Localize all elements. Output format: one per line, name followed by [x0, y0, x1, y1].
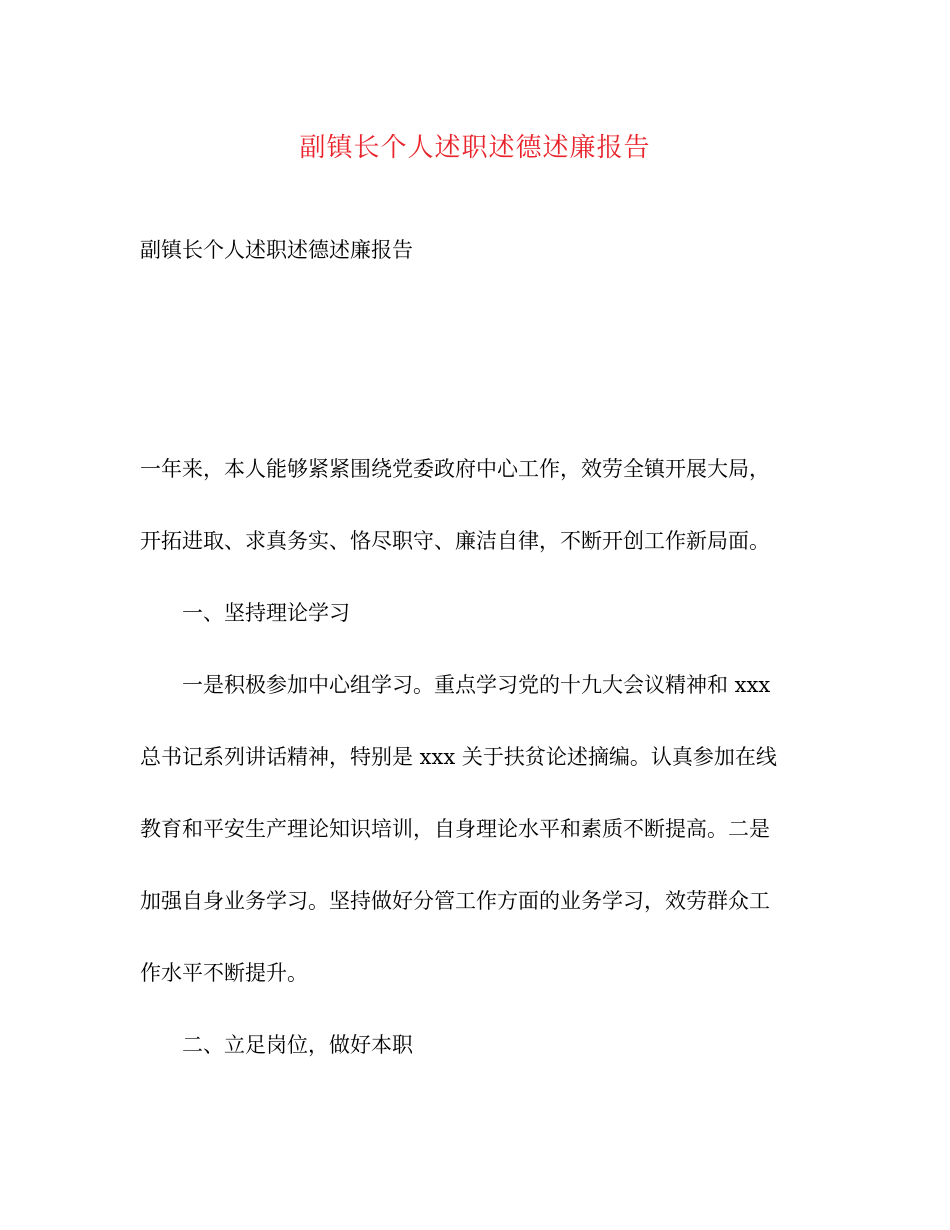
paragraph-line: 作水平不断提升。 [140, 961, 308, 985]
paragraph-line: 一年来，本人能够紧紧围绕党委政府中心工作，效劳全镇开展大局， [140, 457, 770, 481]
paragraph-line: 加强自身业务学习。坚持做好分管工作方面的业务学习，效劳群众工 [140, 889, 770, 913]
paragraph-line: 教育和平安生产理论知识培训，自身理论水平和素质不断提高。二是 [140, 817, 770, 841]
paragraph-line: 开拓进取、求真务实、恪尽职守、廉洁自律，不断开创工作新局面。 [140, 529, 770, 553]
paragraph-line: 一是积极参加中心组学习。重点学习党的十九大会议精神和 xxx [182, 673, 771, 697]
section-heading: 一、坚持理论学习 [182, 601, 350, 625]
document-title: 副镇长个人述职述德述廉报告 [299, 133, 651, 163]
section-heading: 二、立足岗位，做好本职 [182, 1033, 413, 1057]
document-subtitle: 副镇长个人述职述德述廉报告 [140, 238, 413, 262]
paragraph-line: 总书记系列讲话精神，特别是 xxx 关于扶贫论述摘编。认真参加在线 [140, 745, 777, 769]
